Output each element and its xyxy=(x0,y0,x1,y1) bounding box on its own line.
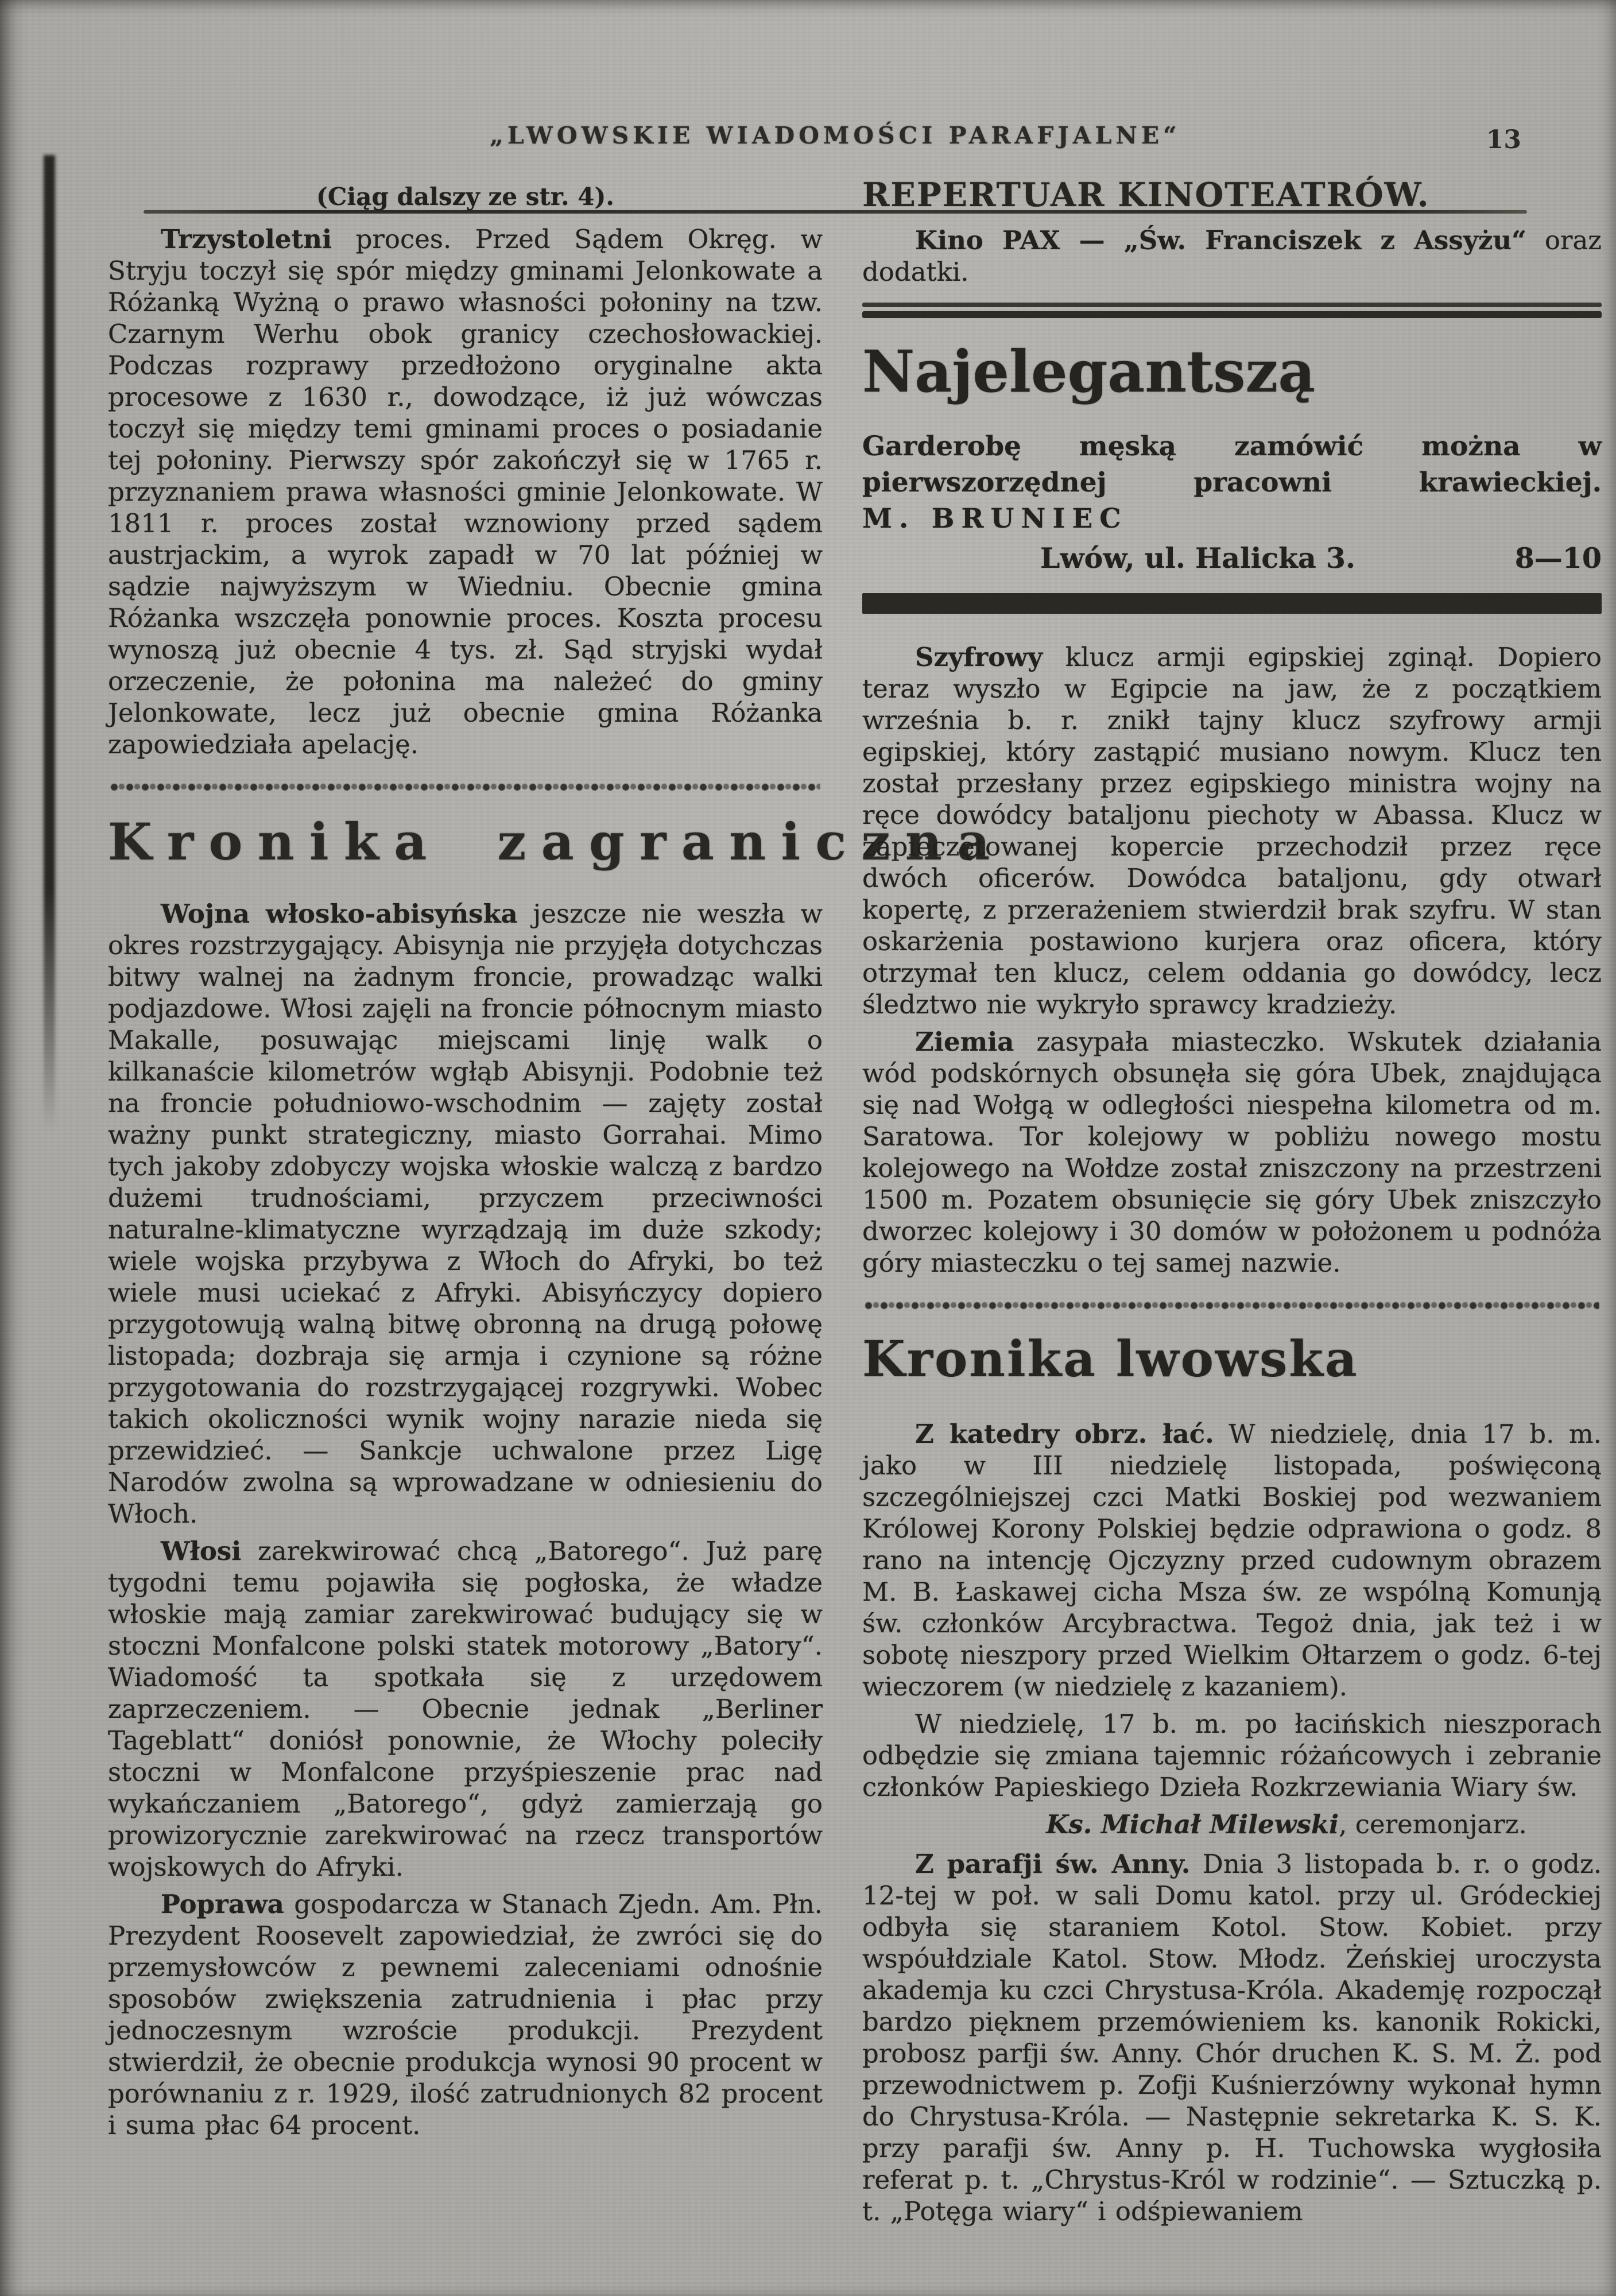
article-trzystoletni-proces xyxy=(108,223,823,760)
signature-role: , ceremonjarz. xyxy=(1339,1809,1527,1840)
article-z-parafji-anny xyxy=(862,1848,1602,2227)
ad-headline: Najelegantszą xyxy=(862,338,1316,405)
article-text: zasypała miasteczko. Wskutek działania wód podskórnych obsunęła się góra Ubek, znajdująca się nad Wołgą w odległości niespełna kilometra od m. Saratowa. Tor kolejowy w pobliżu nowego mostu kolejowego na Wołdze został zniszczony na przestrzeni 1500 m. Pozatem obsunięcie się góry Ubek zniszczyło dworzec kolejowy i 30 domów w położonem u podnóża góry miasteczku o tej samej nazwie. xyxy=(862,1027,1602,1278)
article-lead: Poprawa xyxy=(161,1889,284,1919)
signature-name: Ks. Michał Milewski xyxy=(1046,1809,1339,1840)
article-text: proces. Przed Sądem Okręg. w Stryju toczył się spór między gminami Jelonkowate a Różanką Wyżną o prawo własności połoniny na tzw. Czarnym Werhu obok granicy czechosłowackiej. Podczas rozprawy przedłożono oryginalne akta procesowe z 1630 r., dowodzące, iż już wówczas toczył się między temi gminami proces o posiadanie tej połoniny. Pierwszy spór zakończył się w 1765 r. przyznaniem prawa własności gminie Jelonkowate. W 1811 r. proces został wznowiony przed sądem austrjackim, a wyrok zapadł w 70 lat później w sądzie najwyższym w Wiedniu. Obecnie gmina Różanka wszczęła ponownie proces. Koszta procesu wynoszą już obecnie 4 tys. zł. Sąd stryjski wydał orzeczenie, że połonina ma należeć do gminy Jelonkowate, lecz już obecnie gmina Różanka zapowiedziała apelację. xyxy=(108,224,823,760)
right-column xyxy=(862,176,1602,2233)
article-text: klucz armji egipskiej zginął. Dopiero teraz wyszło w Egipcie na jaw, że z początkiem września b. r. znikł tajny klucz szyfrowy armji egipskiej, który zastąpić musiano nowym. Klucz ten został przesłany przez egipskiego ministra wojny na ręce dowódcy bataljonu piechoty w Abassa. Klucz w zapieczętowanej kopercie przechodził przez ręce dwóch oficerów. Dowódca bataljonu, gdy otwarł kopertę, z przerażeniem stwierdził brak szyfru. W stan oskarżenia postawiono kurjera oraz oficera, który otrzymał ten klucz, celem oddania go dowódcy, lecz śledztwo nie wykryło sprawcy kradzieży. xyxy=(862,642,1602,1020)
article-w-niedziele: W niedzielę, 17 b. m. po łacińskich nieszporach odbędzie się zmiana tajemnic różańcowych i zebranie członków Papieskiego Dzieła Rozkrzewiania Wiary św. xyxy=(862,1709,1602,1802)
article-lead: Włosi xyxy=(161,1536,242,1566)
page-number: 13 xyxy=(1486,125,1521,154)
article-text: Dnia 3 listopada b. r. o godz. 12-tej w poł. w sali Domu katol. przy ul. Gródeckiej odbyła się staraniem Kotol. Stow. Kobiet. przy wspóułdziale Katol. Stow. Młodz. Żeńskiej uroczysta akademja ku czci Chrystusa-Króla. Akademję rozpoczął bardzo pięknem przemówieniem ks. kanonik Rokicki, probosz parfji św. Anny. Chór druchen K. S. M. Ż. pod przewodnictwem p. Zofji Kuśnierzówny wykonał hymn do Chrystusa-Króla. — Następnie sekretarka K. S. K. przy parafji św. Anny p. H. Tuchowska wygłosiła referat p. t. „Chrystus-Król w rodzinie“. — Sztuczką p. t. „Potęga wiary“ i odśpiewaniem xyxy=(862,1849,1602,2227)
article-text: W niedzielę, dnia 17 b. m. jako w III niedzielę listopada, poświęconą szczególniejszej czci Matki Boskiej pod wezwaniem Królowej Korony Polskiej będzie odprawiona o godz. 8 rano na intencję Ojczyzny przed cudownym obrazem M. B. Łaskawej cicha Msza św. ze wspólną Komunją św. członków Arcybractwa. Tegoż dnia, jak też i w sobotę nieszpory przed Wielkim Ołtarzem o godz. 6-tej wieczorem (w niedzielę z kazaniem). xyxy=(862,1419,1602,1702)
ad-body-text: Garderobę męską zamówić można w pierwszorzędnej pracowni krawieckiej. xyxy=(862,431,1602,498)
article-lead: Szyfrowy xyxy=(915,642,1043,672)
article-poprawa-gospodarcza xyxy=(108,1888,823,2141)
article-text: zarekwirować chcą „Batorego“. Już parę tygodni temu pojawiła się pogłoska, że władze włoskie mają zamiar zarekwirować budujący się w stoczni Monfalcone polski statek motorowy „Batory“. Wiadomość ta spotkała się z urzędowem zaprzeczeniem. — Obecnie jednak „Berliner Tageblatt“ doniósł ponownie, że Włochy poleciły stoczni w Monfalcone przyśpieszenie prac nad wykańczaniem „Batorego“, gdyż zamierzają go prowizorycznie zarekwirować na rzecz transportów wojskowych do Afryki. xyxy=(108,1536,823,1882)
rule-thick xyxy=(862,311,1602,318)
ad-brand-name: M. BRUNIEC xyxy=(862,503,1128,535)
article-z-katedry xyxy=(862,1418,1602,1702)
ornament-divider xyxy=(865,1298,1599,1313)
article-szyfrowy-klucz xyxy=(862,641,1602,1020)
article-text: gospodarcza w Stanach Zjedn. Am. Płn. Prezydent Roosevelt zapowiedział, że zwróci się do przemysłowców z pewnemi zaleceniami odnośnie sposobów zwiększenia zatrudnienia i płac przy jednoczesnym wzroście produkcji. Prezydent stwierdził, że obecnie produkcja wynosi 90 procent w porównaniu z r. 1929, ilość zatrudnionych 82 procent i suma płac 64 procent. xyxy=(108,1889,823,2140)
article-wlosi-batory xyxy=(108,1535,823,1883)
ad-address: Lwów, ul. Halicka 3. xyxy=(1040,541,1356,575)
ad-address-row xyxy=(862,540,1602,576)
article-ziemia-zasypala xyxy=(862,1026,1602,1279)
thick-bar-divider xyxy=(862,593,1602,614)
ad-hours: 8—10 xyxy=(1514,541,1602,575)
article-lead: Wojna włosko-abisyńska xyxy=(161,899,518,929)
article-lead: Trzystoletni xyxy=(161,224,332,254)
ad-body xyxy=(862,428,1602,537)
article-lead: Z parafji św. Anny. xyxy=(915,1849,1191,1879)
article-lead: Ziemia xyxy=(915,1027,1014,1057)
ornament-divider xyxy=(110,780,820,795)
repertoire-kino-pax xyxy=(862,224,1602,288)
tailor-ad xyxy=(862,338,1602,576)
double-rule-divider xyxy=(862,303,1602,318)
masthead xyxy=(144,122,1527,149)
signature-line xyxy=(862,1809,1602,1840)
rule-thin xyxy=(862,303,1602,307)
section-title-repertuar: REPERTUAR KINOTEATRÓW. xyxy=(862,176,1430,214)
continued-from-note: (Ciąg dalszy ze str. 4). xyxy=(316,183,614,211)
section-title-kronika-zagraniczna: Kronika zagraniczna xyxy=(108,812,1005,872)
cinema-listing-lead: Kino PAX — „Św. Franciszek z Assyżu“ xyxy=(915,225,1527,255)
cinema-listing-text: oraz dodatki. xyxy=(862,225,1602,287)
article-wojna-wlosko-abisynska xyxy=(108,898,823,1530)
scan-fold-shadow xyxy=(44,155,55,1131)
article-lead: Z katedry obrz. łać. xyxy=(915,1419,1214,1449)
newspaper-title: „LWOWSKIE WIADOMOŚCI PARAFJALNE“ xyxy=(490,122,1181,149)
section-title-kronika-lwowska: Kronika lwowska xyxy=(862,1330,1359,1388)
article-text: jeszcze nie weszła w okres rozstrzygający. Abisynja nie przyjęła dotychczas bitwy walnej na żadnym froncie, prowadząc walki podjazdowe. Włosi zajęli na froncie północnym miasto Makalle, posuwając miejscami linję walk o kilkanaście kilometrów wgłąb Abisynji. Podobnie też na froncie południowo-wschodnim — zajęty został ważny punkt strategiczny, miasto Gorrahai. Mimo tych jakoby zdobyczy wojska włoskie walczą z bardzo dużemi trudnościami, przyczem przeciwności naturalne-klimatyczne wyrządzają im duże szkody; wiele wojska przybywa z Włoch do Afryki, bo też wiele musi uciekać z Afryki. Abisyńczycy dopiero przygotowują walną bitwę obronną na drugą połowę listopada; dozbraja się armja i czynione są różne przygotowania do rozstrzygającej rozgrywki. Wobec takich okoliczności wynik wojny narazie nieda się przewidzieć. — Sankcje uchwalone przez Ligę Narodów zwolna są wprowadzane w odniesieniu do Włoch. xyxy=(108,899,823,1529)
